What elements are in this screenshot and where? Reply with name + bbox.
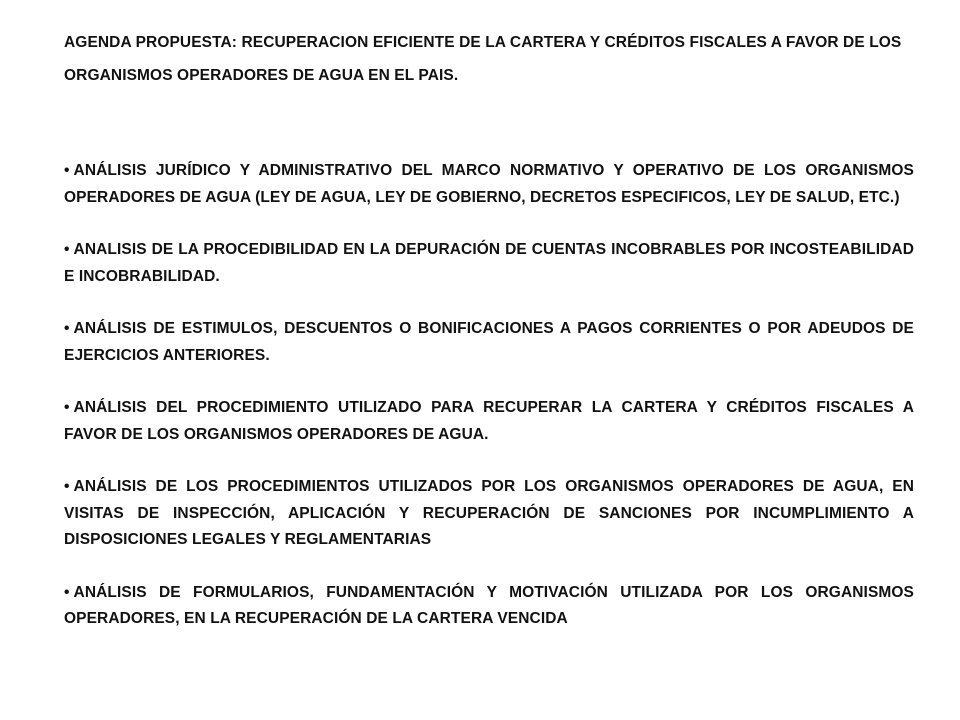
agenda-bullet-item [64, 158, 914, 211]
agenda-bullet-text: ANÁLISIS DE LOS PROCEDIMIENTOS UTILIZADOS POR LOS ORGANISMOS OPERADORES DE AGUA, EN VISITAS DE INSPECCIÓN, APLICACIÓN Y RECUPERACIÓN DE SANCIONES POR INCUMPLIMIENTO A DISPOSICIONES LEGALES Y REGLAMENTARIAS [64, 478, 914, 548]
agenda-bullet-item [64, 237, 914, 290]
agenda-bullet-text: ANÁLISIS DE FORMULARIOS, FUNDAMENTACIÓN Y MOTIVACIÓN UTILIZADA POR LOS ORGANISMOS OPERADORES, EN LA RECUPERACIÓN DE LA CARTERA VENCIDA [64, 583, 914, 627]
agenda-bullet-item [64, 316, 914, 369]
agenda-bullet-item [64, 474, 914, 554]
agenda-bullet-list [64, 158, 914, 659]
bullet-dot-icon: • [64, 583, 70, 601]
bullet-dot-icon: • [64, 320, 70, 337]
bullet-dot-icon: • [64, 478, 70, 495]
agenda-title: AGENDA PROPUESTA: RECUPERACION EFICIENTE DE LA CARTERA Y CRÉDITOS FISCALES A FAVOR DE LOS ORGANISMOS OPERADORES DE AGUA EN EL PAIS. [64, 34, 902, 84]
bullet-dot-icon: • [64, 399, 70, 416]
agenda-bullet-item [64, 395, 914, 448]
agenda-bullet-text: ANÁLISIS DEL PROCEDIMIENTO UTILIZADO PARA RECUPERAR LA CARTERA Y CRÉDITOS FISCALES A FAVOR DE LOS ORGANISMOS OPERADORES DE AGUA. [64, 399, 914, 443]
agenda-bullet-text: ANÁLISIS DE ESTIMULOS, DESCUENTOS O BONIFICACIONES A PAGOS CORRIENTES O POR ADEUDOS DE EJERCICIOS ANTERIORES. [64, 320, 914, 364]
agenda-bullet-item [64, 580, 914, 633]
bullet-dot-icon: • [64, 241, 70, 258]
agenda-bullet-text: ANALISIS DE LA PROCEDIBILIDAD EN LA DEPURACIÓN DE CUENTAS INCOBRABLES POR INCOSTEABILIDAD E INCOBRABILIDAD. [64, 241, 914, 285]
bullet-dot-icon: • [64, 162, 70, 179]
agenda-bullet-text: ANÁLISIS JURÍDICO Y ADMINISTRATIVO DEL MARCO NORMATIVO Y OPERATIVO DE LOS ORGANISMOS OPERADORES DE AGUA (LEY DE AGUA, LEY DE GOBIERNO, DECRETOS ESPECIFICOS, LEY DE SALUD, ETC.) [64, 162, 914, 206]
